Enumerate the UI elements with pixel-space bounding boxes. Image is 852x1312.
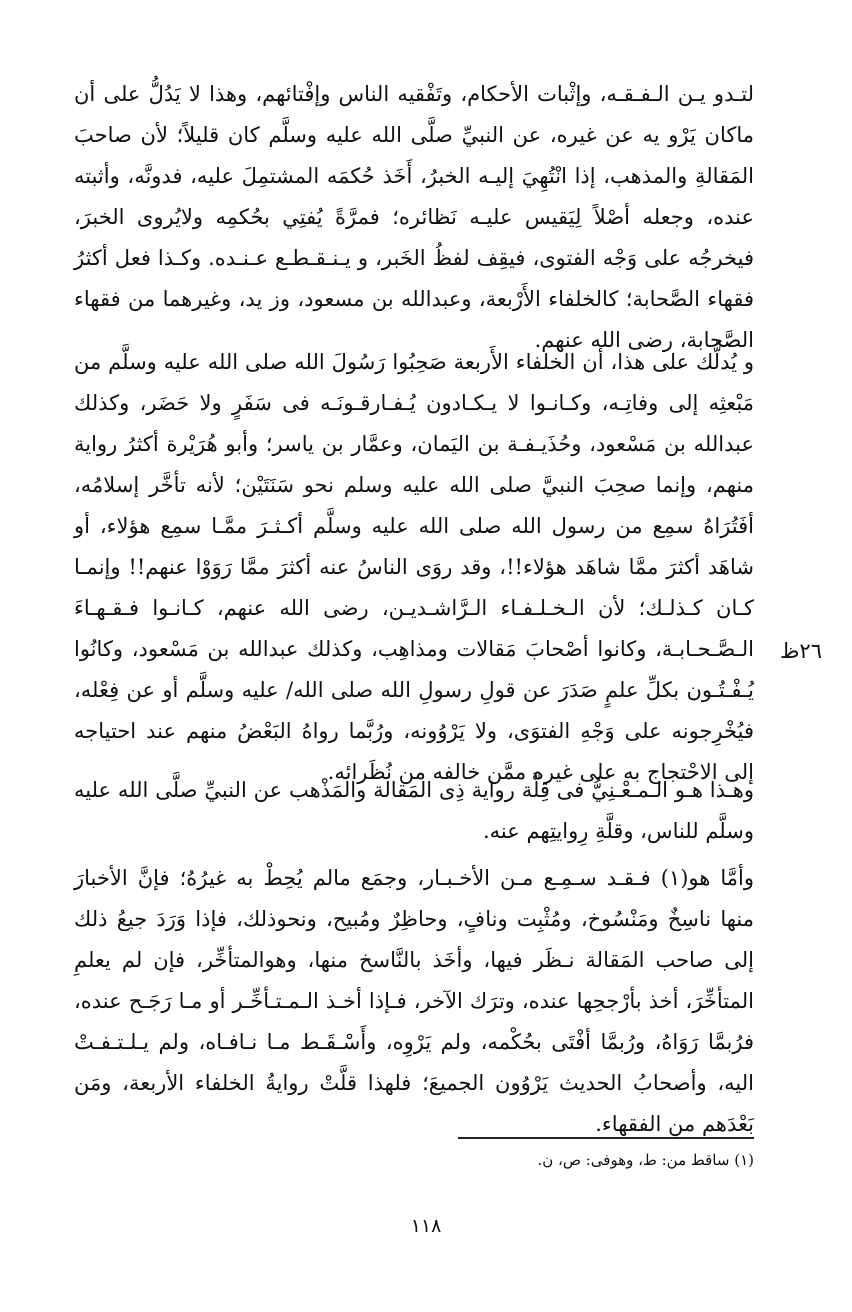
paragraph-4-text: وأمَّا هو(١) فـقـد سـمِـع مـن الأخـبـار، وجمَع مالم يُحِطْ به غيرُهُ؛ فإنَّ الأخبارَ منها ناسِخٌ ومَنْسُوخ، ومُثْبِت ونافٍ، وحاظِرٌ ومُبيح، ونحوذلك، فإذا وَرَدَ جيعُ ذلك إلى صاحب المَقالة نـظَر فيها، وأخَذ بالنَّاسخ منها، وهوالمتأخِّر، فإن لم يعلمِ المتأخِّرَ، أخذ بأرْجحِها عنده، وترَك الآخر، فـإذا أخـذ الـمـتـأخِّـر أو مـا رَجَـح عنده، فرُبمَّا رَوَاهُ، ورُبمَّا أفْتَى بحُكْمه، ولم يَرْوِه، وأَسْـقَـط مـا نـافـاه، ولم يـلـتـفـتْ اليه، وأصحابُ الحديث يَرْوُون الجميعَ؛ فلهذا قلَّتْ روايةُ الخلفاء الأربعة، ومَن بَعْدَهم من الفقهاء. bbox=[74, 866, 754, 1136]
paragraph-3 bbox=[74, 770, 754, 852]
paragraph-1 bbox=[74, 74, 754, 361]
paragraph-3-text: وهـذا هـو الـمـعْـنِيُّ فى قِلَّة رواية ذِى المَقالة والمَذْهب عن النبيِّ صلَّى الله عليه وسلَّم للناس، وقلَّةِ رِوايتِهم عنه. bbox=[74, 778, 754, 843]
paragraph-4 bbox=[74, 858, 754, 1145]
page-number: ١١٨ bbox=[410, 1215, 442, 1237]
paragraph-1-text: لتـدو يـن الـفـقـه، وإثْبات الأحكام، وتَفْقيه الناس وإفْتائهم، وهذا لا يَدُلُّ على أن ماكان يَرْو يه عن غيره، عن النبيِّ صلَّى الله عليه وسلَّم كان قليلاً؛ لأن صاحبَ المَقالةِ والمذهب، إذا انْتُهِيَ إليـه الخبرُ، أَخَذ حُكمَه المشتمِلَ عليه، فدونَّه، وأثبته عنده، وجعله أصْلاً لِيَقيس عليـه نَظائره؛ فمرَّةً يُفتِي بحُكمِه ولايُروى الخبرَ، فيخرجُه على وَجْه الفتوى، فيقِف لفظُ الخَبر، و يـنـقـطـع عـنـده. وكـذا فعل أكثرُ فقهاء الصَّحابة؛ كالخلفاء الأَرْبعة، وعبدالله بن مسعود، وز يد، وغيرهما من فقهاء الصَّحابة، رضى الله عنهم. bbox=[74, 82, 755, 352]
footnote: (١) ساقط من: ط، وهوفى: ص، ن. bbox=[537, 1151, 754, 1169]
manuscript-folio-marker: ٢٦ظ bbox=[780, 639, 822, 663]
footnote-divider bbox=[458, 1137, 754, 1139]
paragraph-2-text: و يُدلُّك على هذا، أن الخلفاء الأَربعة صَحِبُوا رَسُولَ الله صلى الله عليه وسلَّم من مَبْعثِه إلى وفاتِـه، وكـانـوا لا يـكـادون يُـفـارقـونَـه فى سَفَرٍ ولا حَضَر، وكذلك عبدالله بن مَسْعود، وحُذَيـفـة بن اليَمان، وعمَّار بن ياسر؛ وأبو هُرَيْرة أكثرُ رواية منهم، وإنما صحِبَ النبيَّ صلى الله عليه وسلم نحو سَنَتَيْن؛ لأنه تأخَّر إسلامُه، أفَتُرَاهُ سمِع من رسول الله صلى الله عليه وسلَّم أكـثـرَ ممَّـا سمِع هؤلاء، أو شاهَد أكثرَ ممَّا شاهَد هؤلاء!!، وقد روَى الناسُ عنه أكثرَ ممَّا رَوَوْا عنهم!! وإنمـا كـان كـذلـك؛ لأن الـخـلـفـاء الـرَّاشـديـن، رضى الله عنهم، كـانـوا فـقـهـاءَ الـصَّـحـابـة، وكانوا أصْحابَ مَقالات ومذاهِب، وكذلك عبدالله بن مَسْعود، وكانُوا يُـفْـتُـون بكلِّ علمٍ صَدَرَ عن قولِ رسولِ الله صلى الله/ عليه وسلَّم أو عن فِعْله، فيُخْرِجونه على وَجْهِ الفتوَى، ولا يَرْوُونه، ورُبَّما رواهُ البَعْضُ منهم عند احتياجه إلى الاحْتجاج به على غيره ممَّن خالفه من نُظَرائه. bbox=[74, 350, 754, 784]
paragraph-2 bbox=[74, 342, 754, 793]
